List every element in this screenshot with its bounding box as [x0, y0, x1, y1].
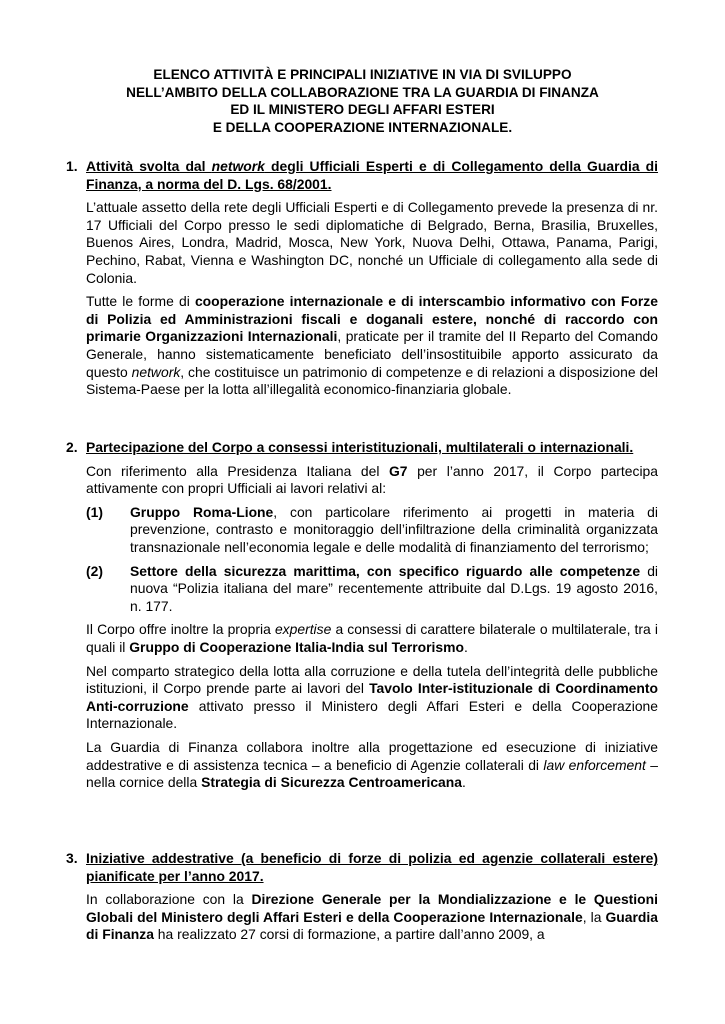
item-1-number: (1): [86, 503, 103, 520]
section-2-title: Partecipazione del Corpo a consessi interistituzionali, multilaterali o internazionali.: [86, 439, 634, 455]
section-3-paragraph-1: In collaborazione con la Direzione Generale per la Mondializzazione e le Questioni Globali del Ministero degli Affari Esteri e della Cooperazione Internazionale, la Guardia di Finanza ha realizzato 27 corsi di formazione, a partire dall’anno 2009, a: [86, 891, 658, 943]
section-2-paragraph-1: Con riferimento alla Presidenza Italiana del G7 per l’anno 2017, il Corpo partecipa attivamente con propri Ufficiali ai lavori relativi al:: [86, 462, 659, 497]
section-2-paragraph-4: La Guardia di Finanza collabora inoltre alla progettazione ed esecuzione di iniziative addestrative e di assistenza tecnica – a beneficio di Agenzie collaterali di law enforcement – nella cornice della Strategia di Sicurezza Centroamericana.: [86, 738, 658, 791]
title-line-1: ELENCO ATTIVITÀ E PRINCIPALI INIZIATIVE IN VIA DI SVILUPPO: [153, 67, 572, 82]
item-2-number: (2): [86, 562, 103, 579]
section-2-item-1: (1) Gruppo Roma-Lione, con particolare riferimento ai progetti in materia di prevenzione, contrasto e monitoraggio dell’infiltrazione della criminalità organizzata transnazionale nell’economia legale e delle modalità di finanziamento del terrorismo;: [86, 503, 658, 555]
section-3-number: 3.: [66, 850, 78, 866]
section-2-heading: [66, 439, 658, 457]
section-2-number: 2.: [66, 439, 78, 455]
section-2-item-2: (2) Settore della sicurezza marittima, con specifico riguardo alle competenze di nuova “Polizia italiana del mare” recentemente attribuite dal D.Lgs. 19 agosto 2016, n. 177.: [86, 562, 659, 614]
section-2-paragraph-2: Il Corpo offre inoltre la propria expertise a consessi di carattere bilaterale o multilaterale, tra i quali il Gruppo di Cooperazione Italia-India sul Terrorismo.: [86, 621, 658, 655]
section-3: [66, 850, 658, 944]
section-1-number: 1.: [66, 158, 78, 174]
title-line-4: E DELLA COOPERAZIONE INTERNAZIONALE.: [212, 119, 513, 135]
section-3-title: Iniziative addestrative (a beneficio di forze di polizia ed agenzie collaterali estere) pianificate per l’anno 2017.: [86, 850, 658, 884]
section-1: [66, 158, 658, 399]
section-3-heading: [66, 850, 658, 885]
section-1-paragraph-2: Tutte le forme di cooperazione internazionale e di interscambio informativo con Forze di Polizia ed Amministrazioni fiscali e doganali estere, nonché di raccordo con primarie Organizzazioni Internazionali, praticate per il tramite del II Reparto del Comando Generale, hanno sistematicamente beneficiato dell’insostituibile apporto assicurato da questo network, che costituisce un patrimonio di competenze e di relazioni a disposizione del Sistema-Paese per la lotta all’illegalità economico-finanziaria globale.: [86, 293, 658, 398]
section-2: [66, 439, 658, 792]
title-line-2: NELL’AMBITO DELLA COLLABORAZIONE TRA LA GUARDIA DI FINANZA: [126, 84, 599, 100]
section-1-title: Attività svolta dal network degli Ufficiali Esperti e di Collegamento della Guardia di Finanza, a norma del D. Lgs. 68/2001.: [86, 158, 659, 192]
section-1-heading: [66, 158, 658, 193]
document-title: [60, 66, 665, 136]
section-1-paragraph-1: L’attuale assetto della rete degli Ufficiali Esperti e di Collegamento prevede la presenza di nr. 17 Ufficiali del Corpo presso le sedi diplomatiche di Belgrado, Berna, Brasilia, Bruxelles, Buenos Aires, Londra, Madrid, Mosca, New York, Nuova Delhi, Ottawa, Panama, Parigi, Pechino, Rabat, Vienna e Washington DC, nonché un Ufficiale di collegamento alla sede di Colonia.: [86, 199, 658, 286]
title-line-3: ED IL MINISTERO DEGLI AFFARI ESTERI: [230, 102, 495, 117]
section-2-paragraph-3: Nel comparto strategico della lotta alla corruzione e della tutela dell’integrità delle pubbliche istituzioni, il Corpo prende parte ai lavori del Tavolo Inter-istituzionale di Coordinamento Anti-corruzione attivato presso il Ministero degli Affari Esteri e della Cooperazione Internazionale.: [86, 662, 658, 732]
